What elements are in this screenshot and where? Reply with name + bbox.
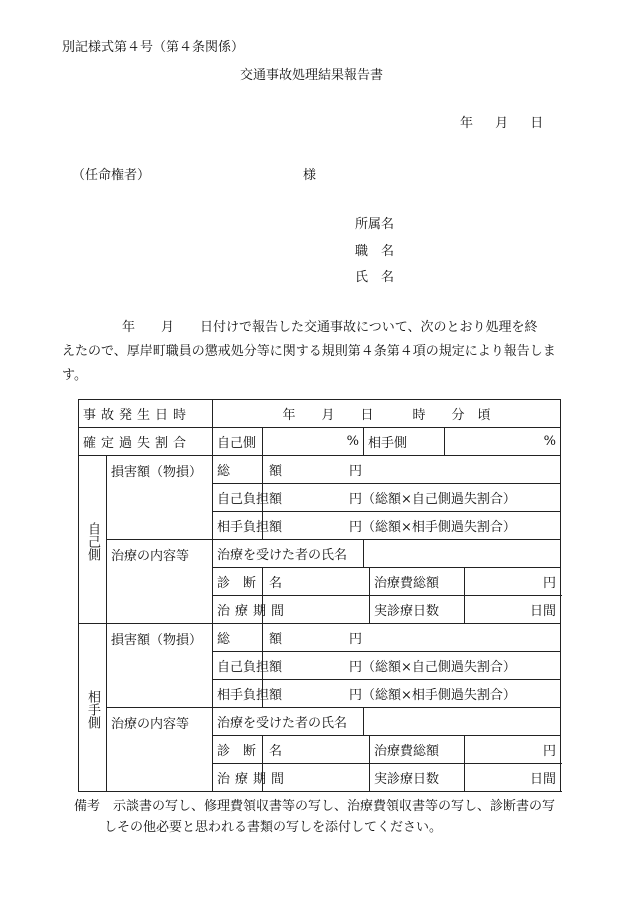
- appointer-label: （任命権者）: [72, 168, 151, 183]
- body-line-2: えたので、厚岸町職員の懲戒処分等に関する規則第４条第４項の規定により報告します。: [62, 344, 556, 383]
- table-row: [79, 428, 561, 456]
- treatment-label: 治療の内容等: [107, 708, 213, 792]
- diagnosis-label: 診 断 名: [213, 736, 263, 764]
- report-table: [78, 399, 561, 792]
- remarks-line-1: 備考 示談書の写し、修理費領収書等の写し、治療費領収書等の写し、診断書の写: [74, 799, 556, 814]
- patient-label: 治療を受けた者の氏名: [213, 540, 364, 568]
- cost-value: 円: [465, 736, 561, 764]
- patient-value: [364, 708, 561, 736]
- cost-label: 治療費総額: [370, 736, 465, 764]
- table-row: [79, 400, 561, 428]
- days-label: 実診療日数: [370, 596, 465, 624]
- patient-label: 治療を受けた者の氏名: [213, 708, 364, 736]
- total-value: 円: [263, 624, 561, 652]
- table-row: [79, 456, 561, 484]
- body-line-1: 年 月 日付けで報告した交通事故について、次のとおり処理を終: [122, 320, 538, 335]
- section-side-label: 相手側: [79, 624, 107, 792]
- total-value: 円: [263, 456, 561, 484]
- table-row: [79, 540, 561, 568]
- cost-label: 治療費総額: [370, 568, 465, 596]
- table-row: [79, 624, 561, 652]
- period-label: 治療期間: [213, 596, 263, 624]
- own-burden-label: 自己負担額: [213, 652, 263, 680]
- section-side-label: 自己側: [79, 456, 107, 624]
- days-value: 日間: [465, 764, 561, 792]
- own-burden-value: 円（総額×自己側過失割合）: [263, 484, 561, 512]
- total-label: 総 額: [213, 624, 263, 652]
- report-body: [62, 316, 574, 388]
- cost-value: 円: [465, 568, 561, 596]
- report-date: 年 月 日: [460, 116, 544, 131]
- other-side-label: 相手側: [364, 428, 445, 456]
- days-label: 実診療日数: [370, 764, 465, 792]
- other-burden-value: 円（総額×相手側過失割合）: [263, 512, 561, 540]
- document-title: 交通事故処理結果報告書: [240, 68, 384, 83]
- own-side-label: 自己側: [213, 428, 263, 456]
- honorific: 様: [303, 168, 317, 183]
- diagnosis-label: 診 断 名: [213, 568, 263, 596]
- fault-label: 確定過失割合: [79, 428, 213, 456]
- affiliation-label: 所属名: [355, 217, 395, 232]
- total-label: 総 額: [213, 456, 263, 484]
- other-burden-value: 円（総額×相手側過失割合）: [263, 680, 561, 708]
- days-value: 日間: [465, 596, 561, 624]
- other-burden-label: 相手負担額: [213, 680, 263, 708]
- datetime-value: 年 月 日 時 分 頃: [213, 400, 561, 428]
- name-label: 氏 名: [355, 270, 395, 285]
- remarks-line-2: しその他必要と思われる書類の写しを添付してください。: [104, 820, 443, 835]
- own-percent: %: [263, 428, 364, 456]
- post-label: 職 名: [355, 244, 395, 259]
- treatment-label: 治療の内容等: [107, 540, 213, 624]
- table-row: [79, 708, 561, 736]
- own-burden-label: 自己負担額: [213, 484, 263, 512]
- period-label: 治療期間: [213, 764, 263, 792]
- damage-label: 損害額（物損）: [107, 456, 213, 540]
- own-burden-value: 円（総額×自己側過失割合）: [263, 652, 561, 680]
- other-percent: %: [445, 428, 561, 456]
- form-id: 別記様式第４号（第４条関係）: [62, 40, 245, 55]
- patient-value: [364, 540, 561, 568]
- other-burden-label: 相手負担額: [213, 512, 263, 540]
- datetime-label: 事故発生日時: [79, 400, 213, 428]
- damage-label: 損害額（物損）: [107, 624, 213, 708]
